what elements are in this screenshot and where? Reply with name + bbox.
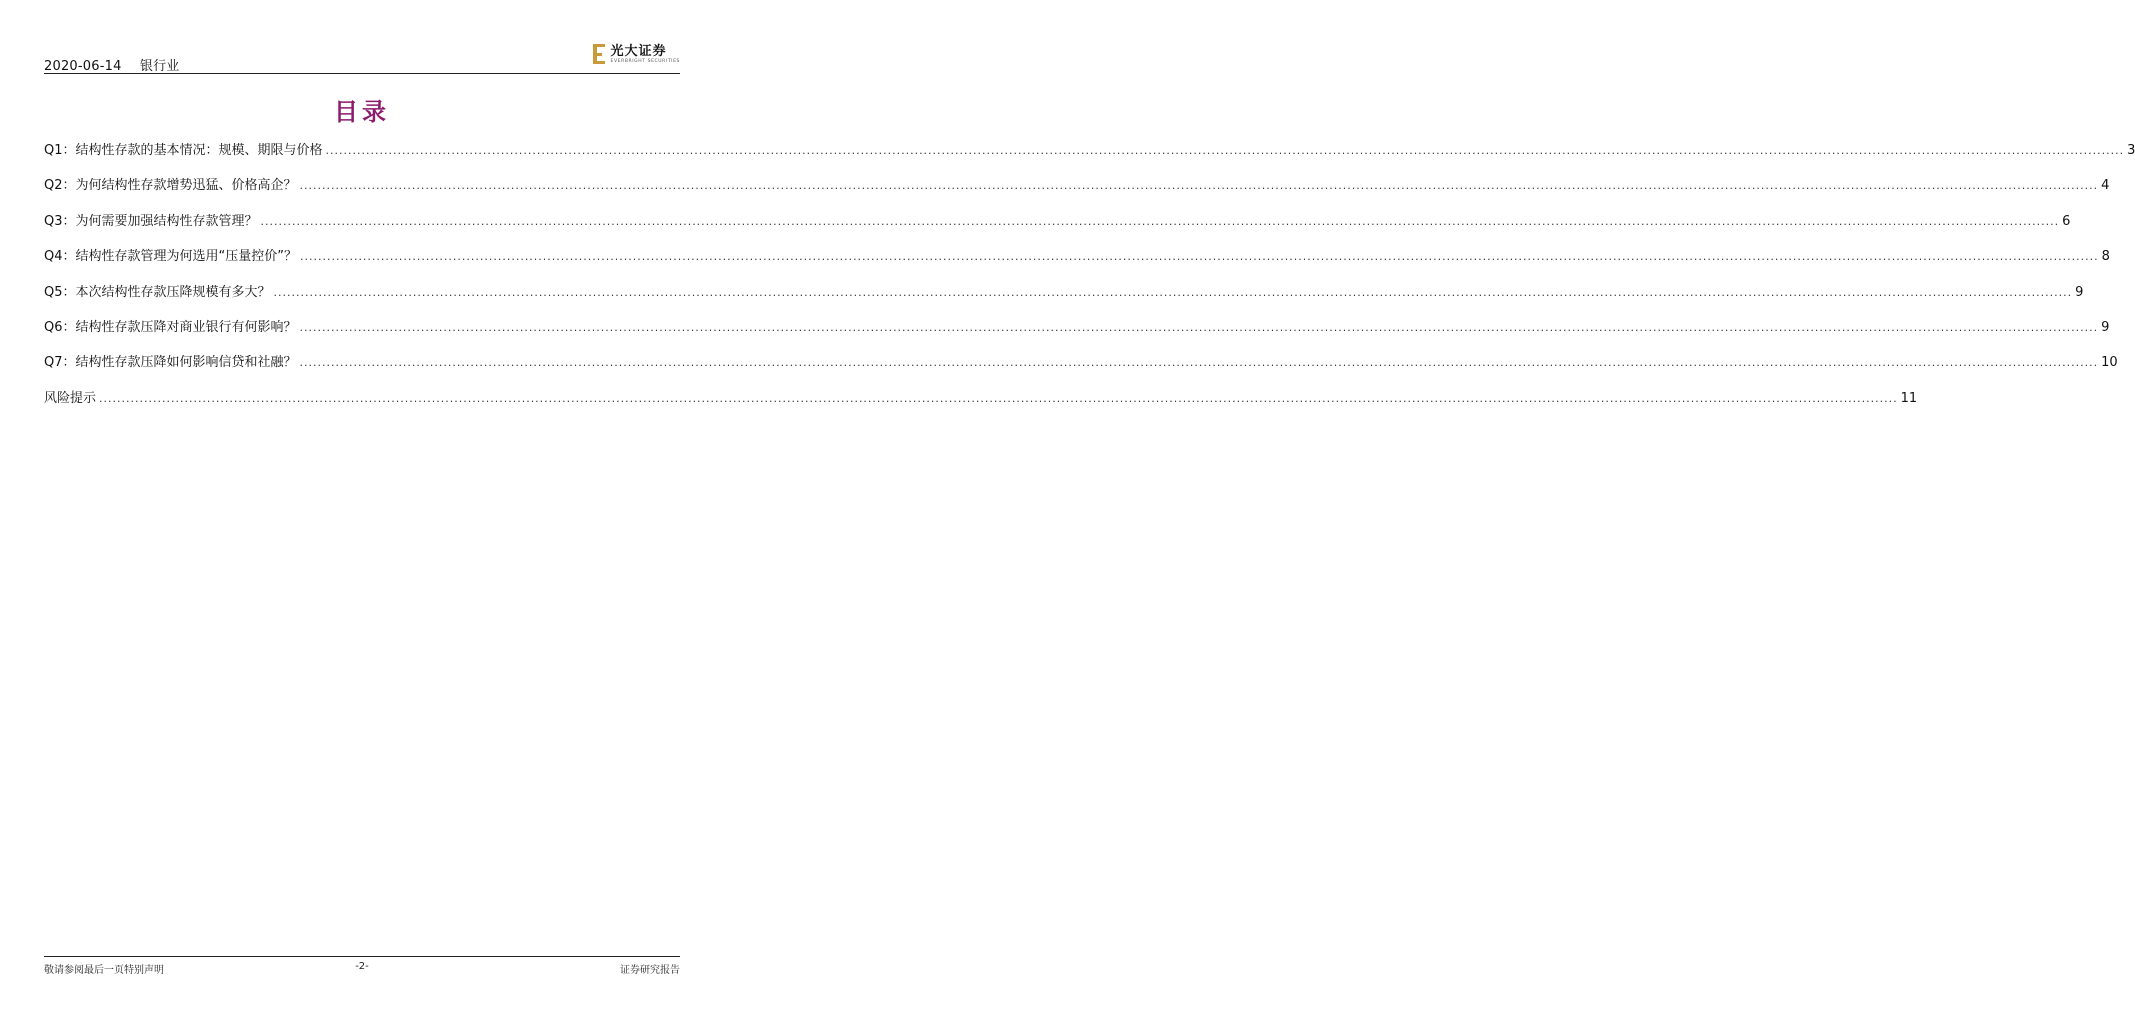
- logo-subtext: EVERBRIGHT SECURITIES: [610, 59, 680, 64]
- toc-entry-label: Q2：为何结构性存款增势迅猛、价格高企？: [44, 178, 297, 194]
- toc-title: 目录: [334, 97, 390, 126]
- toc-entry-page: 11: [1900, 390, 1918, 406]
- logo-name: 光大证券: [610, 44, 667, 59]
- toc-entry[interactable]: [44, 387, 1918, 422]
- footer-divider: [44, 956, 680, 957]
- header-divider: [44, 73, 680, 74]
- industry-label: 银行业: [139, 59, 180, 74]
- toc-entry-page: 3: [2127, 143, 2135, 158]
- footer-page-number: -2-: [355, 961, 369, 972]
- toc-entry-page: 6: [2062, 213, 2071, 229]
- toc-entry-label: 风险提示: [44, 390, 97, 406]
- toc-leader-dots: ................................................................................................................................................................................................................................................................................................................................................................................................................: [299, 320, 2099, 334]
- toc-entry[interactable]: [44, 210, 2071, 245]
- toc-entry-label: Q1：结构性存款的基本情况：规模、期限与价格: [44, 143, 323, 158]
- report-date: 2020-06-14: [44, 59, 122, 74]
- toc-entry-page: 8: [2101, 249, 2110, 265]
- toc-leader-dots: ................................................................................................................................................................................................................................................................................................................................................................................................................: [299, 250, 2099, 264]
- toc-entry[interactable]: [44, 281, 2084, 316]
- toc-entry-page: 10: [2101, 355, 2118, 371]
- footer-report-type: 证券研究报告: [620, 965, 680, 976]
- toc-entry-page: 9: [2101, 319, 2110, 335]
- toc-entry[interactable]: [44, 174, 2110, 209]
- toc-entry[interactable]: [44, 351, 2118, 386]
- page-footer: [44, 961, 680, 977]
- toc-entry-page: 4: [2101, 178, 2110, 194]
- toc-entry-label: Q4：结构性存款管理为何选用“压量控价”？: [44, 249, 297, 265]
- logo-e-icon: [593, 44, 607, 64]
- header-meta: [44, 55, 180, 74]
- toc-entry-label: Q6：结构性存款压降对商业银行有何影响？: [44, 319, 297, 335]
- footer-disclaimer: 敬请参阅最后一页特别声明: [44, 965, 164, 976]
- toc-leader-dots: ................................................................................................................................................................................................................................................................................................................................................................................................................: [273, 285, 2073, 299]
- toc-leader-dots: ................................................................................................................................................................................................................................................................................................................................................................................................................: [299, 179, 2099, 193]
- toc-entry[interactable]: [44, 245, 2110, 280]
- company-logo: [593, 44, 680, 65]
- toc-entry-label: Q3：为何需要加强结构性存款管理？: [44, 213, 258, 229]
- toc-leader-dots: ................................................................................................................................................................................................................................................................................................................................................................................................................: [260, 214, 2060, 228]
- toc-entry-page: 9: [2075, 284, 2084, 300]
- toc-leader-dots: ................................................................................................................................................................................................................................................................................................................................................................................................................: [325, 144, 2125, 157]
- toc-leader-dots: ................................................................................................................................................................................................................................................................................................................................................................................................................: [299, 356, 2099, 370]
- toc-entry-label: Q7：结构性存款压降如何影响信贷和社融？: [44, 355, 297, 371]
- toc-leader-dots: ................................................................................................................................................................................................................................................................................................................................................................................................................: [99, 391, 1898, 405]
- toc-entry-label: Q5：本次结构性存款压降规模有多大？: [44, 284, 271, 300]
- toc-entry[interactable]: [44, 139, 2135, 174]
- page-header: [44, 44, 680, 72]
- table-of-contents: [44, 139, 2135, 422]
- toc-entry[interactable]: [44, 316, 2110, 351]
